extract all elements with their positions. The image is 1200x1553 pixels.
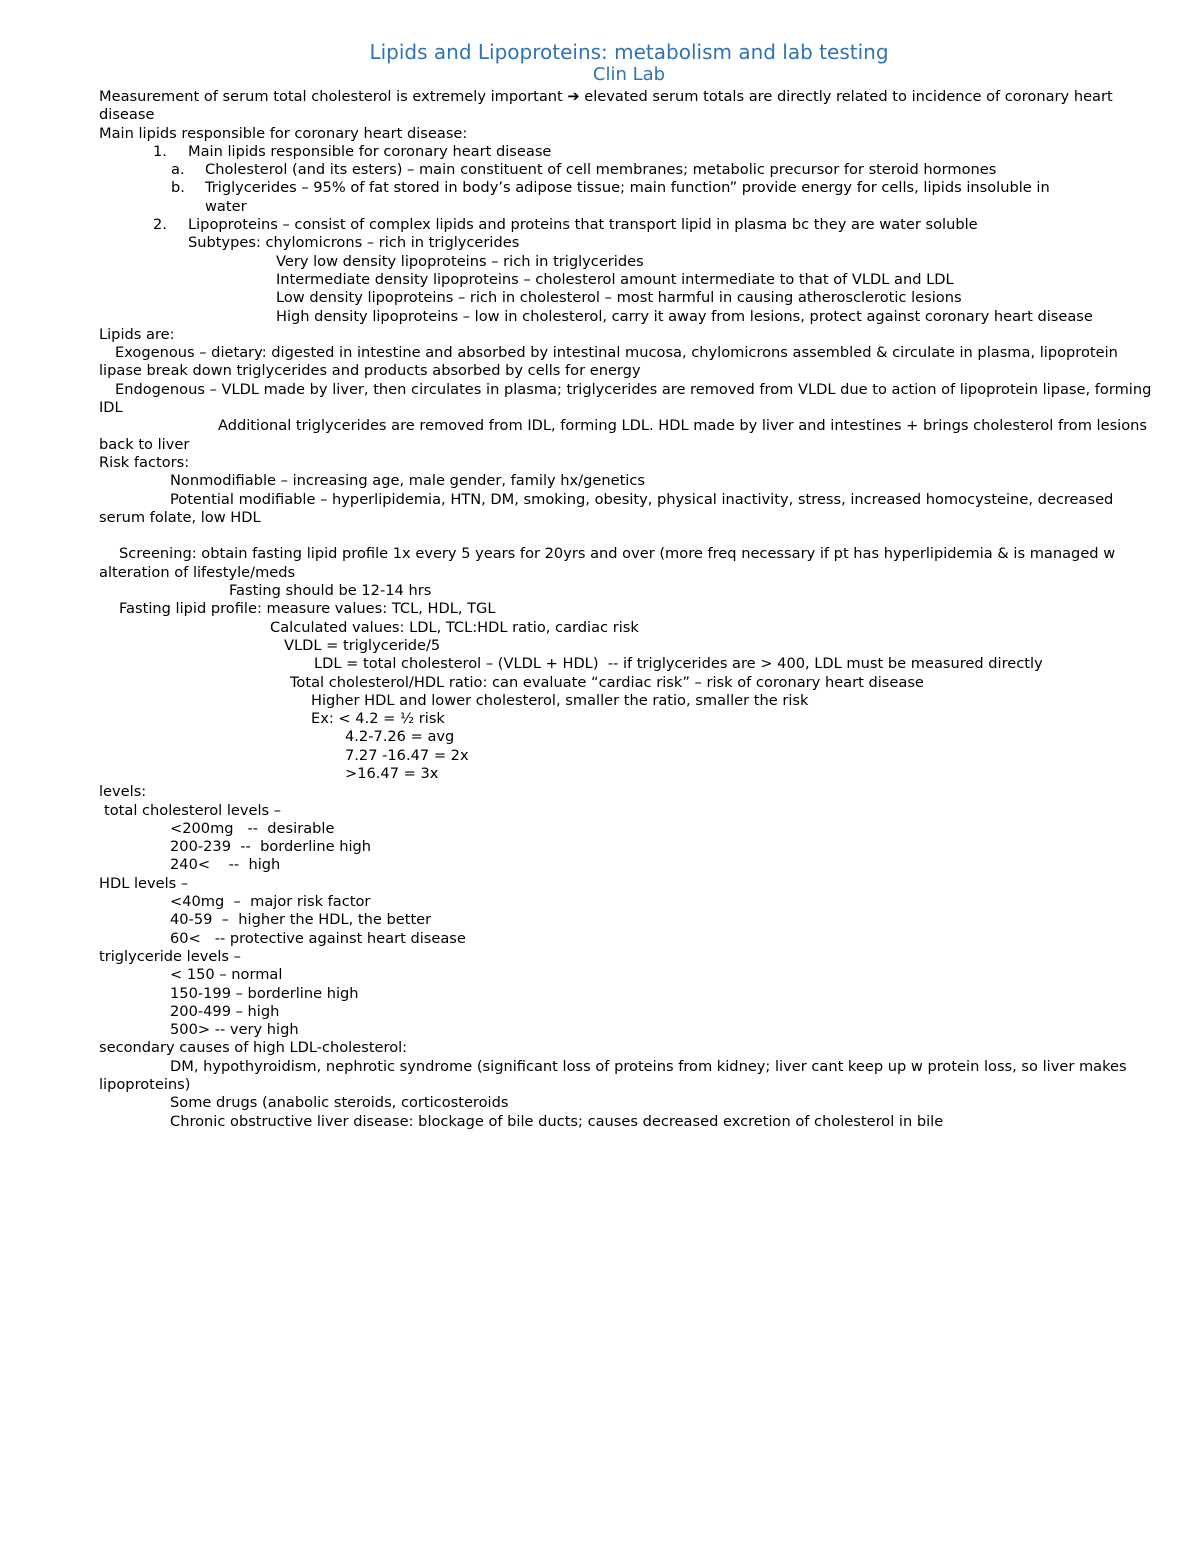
text-line: DM, hypothyroidism, nephrotic syndrome (significant loss of proteins from kidney; liver cant keep up w protein loss, so liver makes lipoproteins) <box>99 1057 1127 1094</box>
text-line: Low density lipoproteins – rich in cholesterol – most harmful in causing atherosclerotic lesions <box>276 289 962 307</box>
text-line: Main lipids responsible for coronary heart disease: <box>99 124 468 142</box>
text-line: 150-199 – borderline high <box>170 984 359 1002</box>
list-item <box>99 179 1055 216</box>
text-line: Exogenous – dietary: digested in intestine and absorbed by intestinal mucosa, chylomicrons assembled & circulate in plasma, lipoprotein lipase break down triglycerides and products absorbed by cells for energy <box>99 344 1118 380</box>
text-line: Subtypes: chylomicrons – rich in triglycerides <box>188 234 520 252</box>
text-line: Risk factors: <box>99 453 190 471</box>
text-line: Ex: < 4.2 = ½ risk <box>311 710 445 728</box>
text-line: >16.47 = 3x <box>345 764 439 782</box>
text-line: Some drugs (anabolic steroids, corticosteroids <box>170 1094 509 1112</box>
text-line: Lipids are: <box>99 325 175 343</box>
document-title: Lipids and Lipoproteins: metabolism and lab testing <box>369 40 889 64</box>
text-line: Total cholesterol/HDL ratio: can evaluate “cardiac risk” – risk of coronary heart disease <box>290 673 924 691</box>
text-line: Fasting lipid profile: measure values: TCL, HDL, TGL <box>119 600 496 618</box>
text-line: triglyceride levels – <box>99 947 241 965</box>
blank-line <box>99 527 1159 545</box>
list-item <box>99 161 1159 179</box>
text-line: 7.27 -16.47 = 2x <box>345 746 469 764</box>
text-line: High density lipoproteins – low in cholesterol, carry it away from lesions, protect against coronary heart disease <box>276 307 1093 325</box>
list-marker: 2. <box>153 216 167 234</box>
text-line: Additional triglycerides are removed from IDL, forming LDL. HDL made by liver and intestines + brings cholesterol from lesions back to liver <box>99 417 1148 453</box>
list-marker: a. <box>171 161 185 179</box>
list-marker: b. <box>171 179 185 197</box>
text-line: 200-499 – high <box>170 1002 280 1020</box>
text-line: Endogenous – VLDL made by liver, then circulates in plasma; triglycerides are removed from VLDL due to action of lipoprotein lipase, forming IDL <box>99 380 1152 417</box>
text-line: Intermediate density lipoproteins – cholesterol amount intermediate to that of VLDL and LDL <box>276 270 954 288</box>
text-line: levels: <box>99 783 147 801</box>
list-item-text: Triglycerides – 95% of fat stored in body’s adipose tissue; main function” provide energy for cells, lipids insoluble in water <box>205 179 1050 215</box>
text-line: 240< -- high <box>170 856 281 874</box>
list-item-text: Cholesterol (and its esters) – main constituent of cell membranes; metabolic precursor for steroid hormones <box>205 161 997 179</box>
text-line: total cholesterol levels – <box>104 801 282 819</box>
text-line: Fasting should be 12-14 hrs <box>229 582 432 600</box>
document-subtitle: Clin Lab <box>592 64 666 85</box>
text-line: 60< -- protective against heart disease <box>170 929 466 947</box>
list-item-text: Lipoproteins – consist of complex lipids and proteins that transport lipid in plasma bc they are water soluble <box>188 216 978 234</box>
text-line: VLDL = triglyceride/5 <box>284 636 441 654</box>
text-line: <40mg – major risk factor <box>170 893 371 911</box>
text-line: HDL levels – <box>99 874 189 892</box>
text-line: Screening: obtain fasting lipid profile 1x every 5 years for 20yrs and over (more freq necessary if pt has hyperlipidemia & is managed w alteration of lifestyle/meds <box>99 545 1116 581</box>
document-body <box>99 88 1159 1131</box>
text-line: 200-239 -- borderline high <box>170 838 372 856</box>
text-line: <200mg -- desirable <box>170 819 335 837</box>
list-item <box>99 143 1159 161</box>
text-line: Nonmodifiable – increasing age, male gender, family hx/genetics <box>170 472 645 490</box>
text-line: Very low density lipoproteins – rich in triglycerides <box>276 252 644 270</box>
text-line: Measurement of serum total cholesterol is extremely important ➔ elevated serum totals are directly related to incidence of coronary heart disease <box>99 88 1113 124</box>
text-line: LDL = total cholesterol – (VLDL + HDL) -- if triglycerides are > 400, LDL must be measured directly <box>314 655 1043 673</box>
text-line: 40-59 – higher the HDL, the better <box>170 911 432 929</box>
text-line: < 150 – normal <box>170 966 283 984</box>
document-page <box>99 40 1159 1131</box>
text-line: 4.2-7.26 = avg <box>345 728 455 746</box>
list-marker: 1. <box>153 142 167 160</box>
text-line: Chronic obstructive liver disease: blockage of bile ducts; causes decreased excretion of cholesterol in bile <box>170 1112 944 1130</box>
text-line: Calculated values: LDL, TCL:HDL ratio, cardiac risk <box>270 618 639 636</box>
text-line: Higher HDL and lower cholesterol, smaller the ratio, smaller the risk <box>311 691 809 709</box>
list-item <box>99 216 1159 234</box>
list-item-text: Main lipids responsible for coronary heart disease <box>188 142 552 160</box>
text-line: Potential modifiable – hyperlipidemia, HTN, DM, smoking, obesity, physical inactivity, stress, increased homocysteine, decreased serum folate, low HDL <box>99 490 1114 526</box>
text-line: 500> -- very high <box>170 1021 299 1039</box>
text-line: secondary causes of high LDL-cholesterol: <box>99 1039 408 1057</box>
